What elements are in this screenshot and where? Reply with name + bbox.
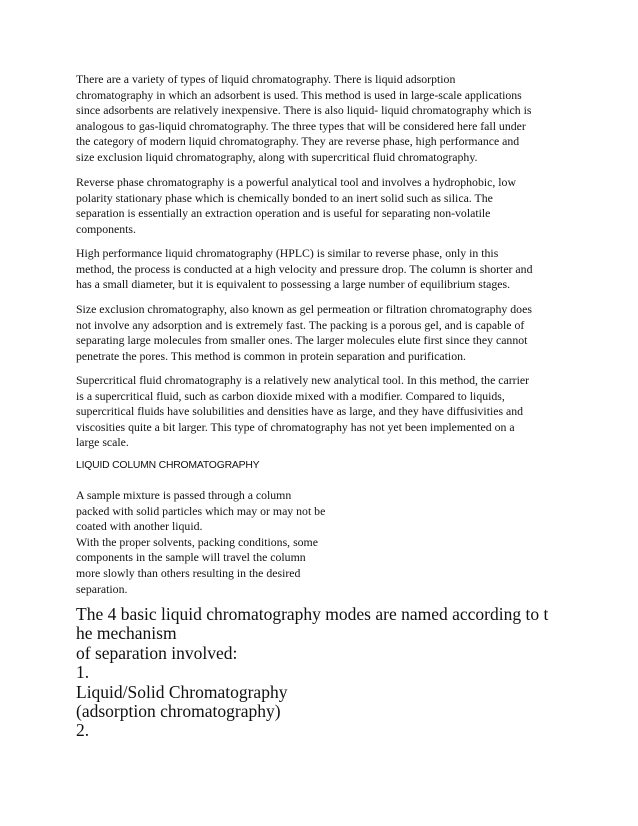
size-exclusion-paragraph bbox=[76, 302, 576, 364]
text-line: polarity stationary phase which is chemically bonded to an inert solid such as silica. The bbox=[76, 190, 493, 205]
text-line: packed with solid particles which may or may not be bbox=[76, 503, 326, 518]
intro-paragraph bbox=[76, 72, 576, 166]
text-line: separation is essentially an extraction operation and is useful for separating non-volatile bbox=[76, 206, 491, 221]
text-line: 2. bbox=[76, 720, 90, 741]
text-line: High performance liquid chromatography (HPLC) is similar to reverse phase, only in this bbox=[76, 246, 499, 260]
text-line: more slowly than others resulting in the desired bbox=[76, 565, 301, 580]
text-line: 1. bbox=[76, 662, 90, 683]
text-line: penetrate the pores. This method is common in protein separation and purification. bbox=[76, 348, 466, 363]
text-line: Size exclusion chromatography, also known as gel permeation or filtration chromatography does bbox=[76, 302, 532, 316]
sample-mixture-block bbox=[76, 488, 376, 597]
text-line: A sample mixture is passed through a column bbox=[76, 488, 292, 502]
text-line: components in the sample will travel the column bbox=[76, 550, 306, 565]
text-line: Supercritical fluid chromatography is a relatively new analytical tool. In this method, the carrier bbox=[76, 373, 530, 387]
text-line: the category of modern liquid chromatography. They are reverse phase, high performance and bbox=[76, 134, 520, 149]
text-line: viscosities quite a bit larger. This type of chromatography has not yet been implemented on a bbox=[76, 419, 515, 434]
text-line: is a supercritical fluid, such as carbon dioxide mixed with a modifier. Compared to liquids, bbox=[76, 388, 505, 403]
text-line: since adsorbents are relatively inexpensive. There is also liquid- liquid chromatography which is bbox=[76, 103, 532, 118]
text-line: has a small diameter, but it is equivalent to possessing a large number of equilibrium stages. bbox=[76, 277, 511, 292]
text-line: Reverse phase chromatography is a powerful analytical tool and involves a hydrophobic, low bbox=[76, 175, 516, 189]
supercritical-paragraph bbox=[76, 373, 576, 451]
modes-block bbox=[76, 605, 576, 741]
text-line: chromatography in which an adsorbent is used. This method is used in large-scale applications bbox=[76, 87, 522, 102]
text-line: Liquid/Solid Chromatography bbox=[76, 681, 288, 702]
text-line: size exclusion liquid chromatography, along with supercritical fluid chromatography. bbox=[76, 149, 478, 164]
hplc-paragraph bbox=[76, 246, 576, 293]
text-line: There are a variety of types of liquid chromatography. There is liquid adsorption bbox=[76, 72, 456, 86]
text-line: analogous to gas-liquid chromatography. The three types that will be considered here fall under bbox=[76, 118, 526, 133]
text-line: method, the process is conducted at a high velocity and pressure drop. The column is shorter and bbox=[76, 261, 533, 276]
text-line: The 4 basic liquid chromatography modes are named according to t bbox=[76, 604, 549, 624]
text-line: of separation involved: bbox=[76, 642, 238, 663]
text-line: With the proper solvents, packing conditions, some bbox=[76, 534, 318, 549]
section-heading: LIQUID COLUMN CHROMATOGRAPHY bbox=[76, 460, 260, 471]
text-line: coated with another liquid. bbox=[76, 519, 203, 534]
reverse-phase-paragraph bbox=[76, 175, 576, 237]
text-line: he mechanism bbox=[76, 623, 177, 644]
text-line: separation. bbox=[76, 581, 128, 596]
text-line: separating large molecules from smaller ones. The larger molecules elute first since they cannot bbox=[76, 333, 528, 348]
text-line: large scale. bbox=[76, 435, 129, 450]
text-line: components. bbox=[76, 221, 136, 236]
text-line: supercritical fluids have solubilities and densities have as large, and they have diffusivities and bbox=[76, 404, 524, 419]
text-line: not involve any adsorption and is extremely fast. The packing is a porous gel, and is capable of bbox=[76, 317, 525, 332]
text-line: (adsorption chromatography) bbox=[76, 701, 281, 722]
